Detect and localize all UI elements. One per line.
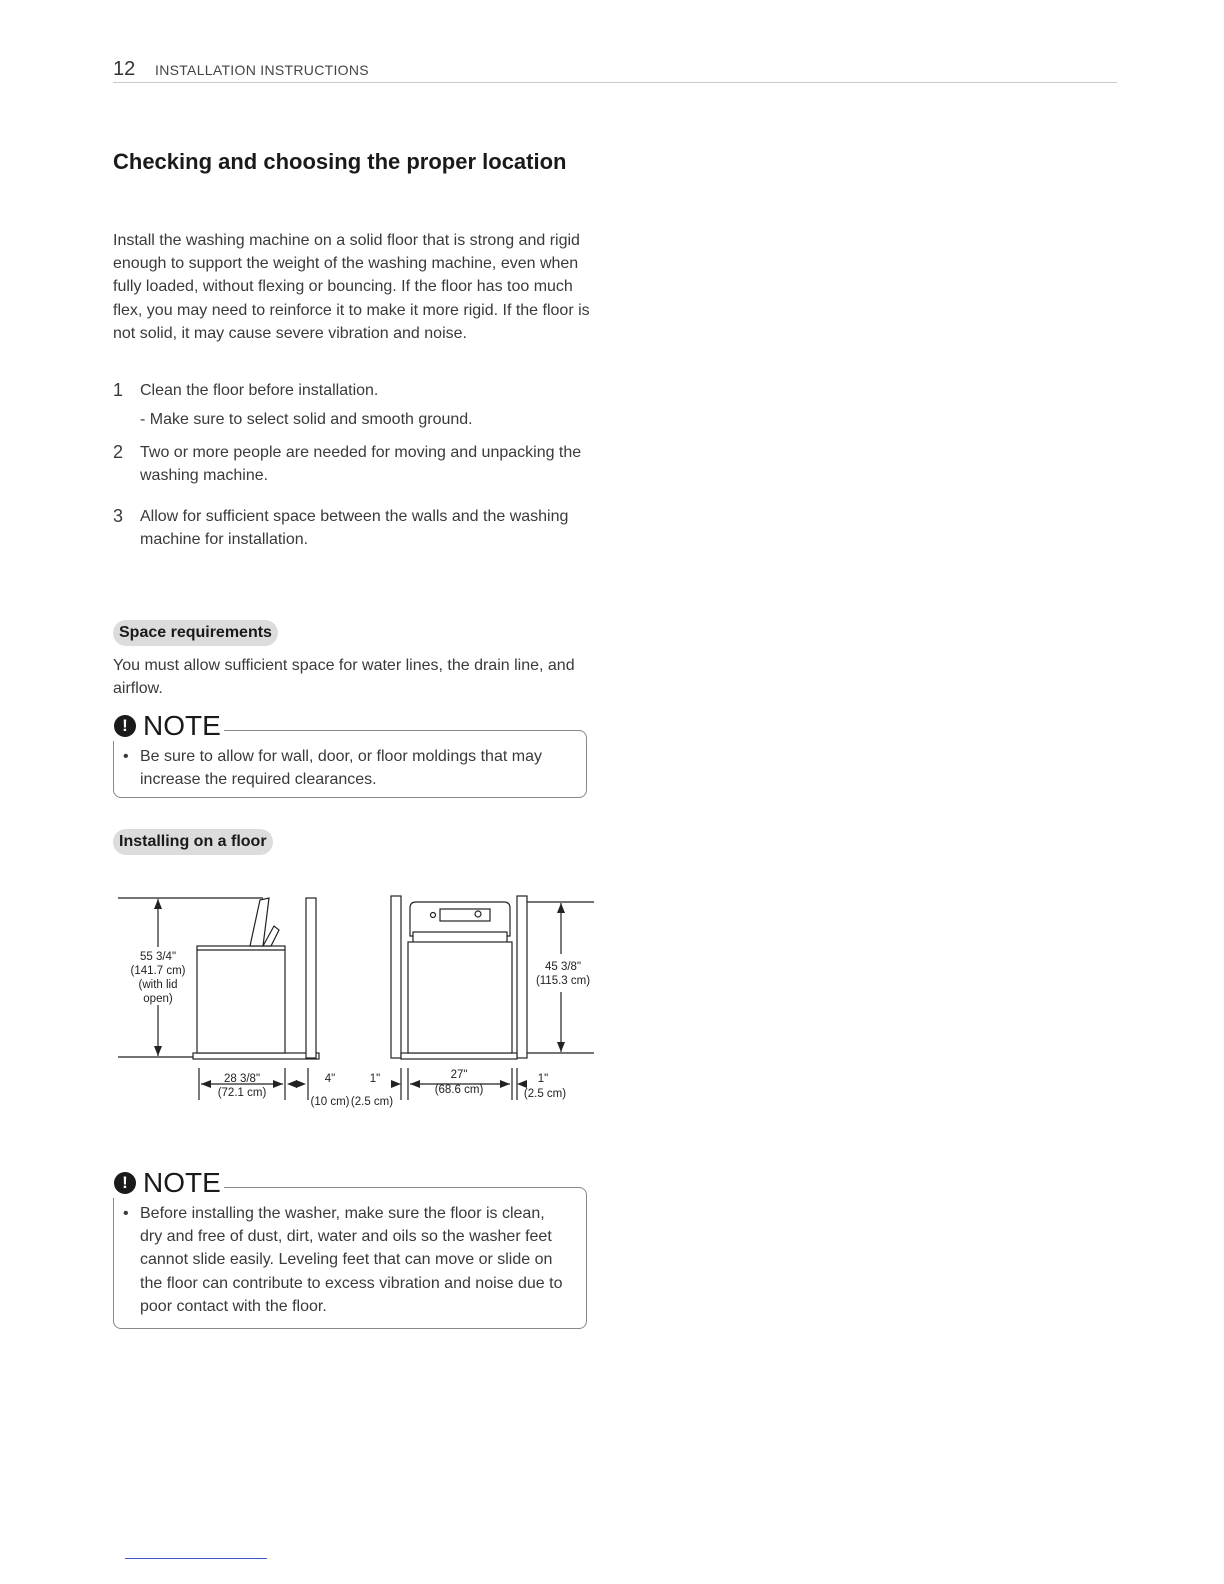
washer-front-body: [408, 942, 512, 1053]
width-label: 27": [450, 1069, 468, 1081]
clearance-diagram: [113, 890, 598, 1112]
note-text: Before installing the washer, make sure the floor is clean, dry and free of dust, dirt, water and oils so the washer feet cannot slide easily. Leveling feet that can move or slide on the floor can contribute to excess vibration and noise due to poor contact with the floor.: [140, 1205, 563, 1315]
back-wall: [306, 898, 316, 1058]
space-requirements-heading: Space requirements: [113, 620, 278, 646]
installing-floor-heading: Installing on a floor: [113, 829, 273, 855]
step-number: 1: [113, 380, 124, 400]
depth-label: 28 3/8": [223, 1073, 261, 1085]
left-wall: [391, 896, 401, 1058]
front-view: [391, 896, 595, 1100]
step-2: [113, 441, 593, 487]
intro-paragraph: Install the washing machine on a solid floor that is strong and rigid enough to support the weight of the washing machine, even when fully loaded, without flexing or bouncing. If the floor has too much flex, you may need to reinforce it to make it more rigid. If the floor is not solid, it may cause severe vibration and noise.: [113, 232, 590, 342]
side-height-label: 55 3/4": [139, 951, 177, 963]
exclamation-icon: !: [114, 715, 136, 737]
step-3: [113, 505, 593, 551]
arrow-left-icon: [201, 1080, 211, 1088]
right-wall: [517, 896, 527, 1058]
step-text: Two or more people are needed for moving and unpacking the washing machine.: [140, 444, 582, 485]
arrow-up-icon: [154, 899, 162, 909]
note-item: [123, 745, 566, 791]
side-height-note: (with lid: [138, 979, 178, 991]
rear-clearance-cm-label: (10 cm): [310, 1096, 350, 1108]
bullet: •: [123, 1205, 129, 1222]
note-heading: [110, 711, 224, 741]
page-header: [113, 58, 1117, 83]
note-text: Be sure to allow for wall, door, or floor moldings that may increase the required clearances.: [140, 748, 542, 789]
note-item: [123, 1202, 566, 1318]
step-text: Allow for sufficient space between the walls and the washing machine for installation.: [140, 508, 569, 549]
arrow-left-icon: [517, 1080, 527, 1088]
arrow-right-icon: [273, 1080, 283, 1088]
open-lid: [250, 898, 269, 946]
depth-cm-label: (72.1 cm): [217, 1087, 267, 1099]
front-height-cm-label: (115.3 cm): [535, 975, 591, 987]
running-title: INSTALLATION INSTRUCTIONS: [155, 62, 369, 78]
side-gap-left-label: 1": [369, 1073, 381, 1085]
width-cm-label: (68.6 cm): [434, 1084, 484, 1096]
step-1: [113, 379, 593, 402]
footer-rule: [125, 1558, 267, 1559]
display-panel: [440, 909, 490, 921]
note-box: [113, 1167, 587, 1329]
section-title: Checking and choosing the proper location: [113, 149, 567, 174]
note-heading: [110, 1168, 224, 1198]
arrow-down-icon: [154, 1046, 162, 1056]
floor-base: [193, 1053, 319, 1059]
arrow-left-icon: [287, 1080, 297, 1088]
note-title: NOTE: [143, 710, 221, 741]
arrow-right-icon: [500, 1080, 510, 1088]
front-height-label: 45 3/8": [544, 961, 582, 973]
floor-base: [401, 1053, 517, 1059]
space-requirements-text: You must allow sufficient space for water lines, the drain line, and airflow.: [113, 657, 575, 698]
arrow-right-icon: [296, 1080, 306, 1088]
note-box: [113, 710, 587, 798]
note-title: NOTE: [143, 1167, 221, 1198]
arrow-up-icon: [557, 903, 565, 913]
rear-clearance-label: 4": [324, 1073, 336, 1085]
washer-side-body: [197, 946, 285, 1053]
exclamation-icon: !: [114, 1172, 136, 1194]
side-gap-right-label: 1": [537, 1073, 549, 1085]
side-gap-right-cm-label: (2.5 cm): [523, 1088, 567, 1100]
step-number: 2: [113, 442, 124, 462]
side-gap-left-cm-label: (2.5 cm): [350, 1096, 394, 1108]
step-number: 3: [113, 506, 124, 526]
page-number: 12: [113, 58, 136, 80]
side-height-cm-label: (141.7 cm): [130, 965, 186, 977]
side-height-note: open): [143, 993, 173, 1005]
arrow-down-icon: [557, 1042, 565, 1052]
arrow-left-icon: [410, 1080, 420, 1088]
step-1-subnote: - Make sure to select solid and smooth ground.: [140, 411, 473, 428]
arrow-right-icon: [391, 1080, 401, 1088]
bullet: •: [123, 748, 129, 765]
step-text: Clean the floor before installation.: [140, 382, 379, 399]
